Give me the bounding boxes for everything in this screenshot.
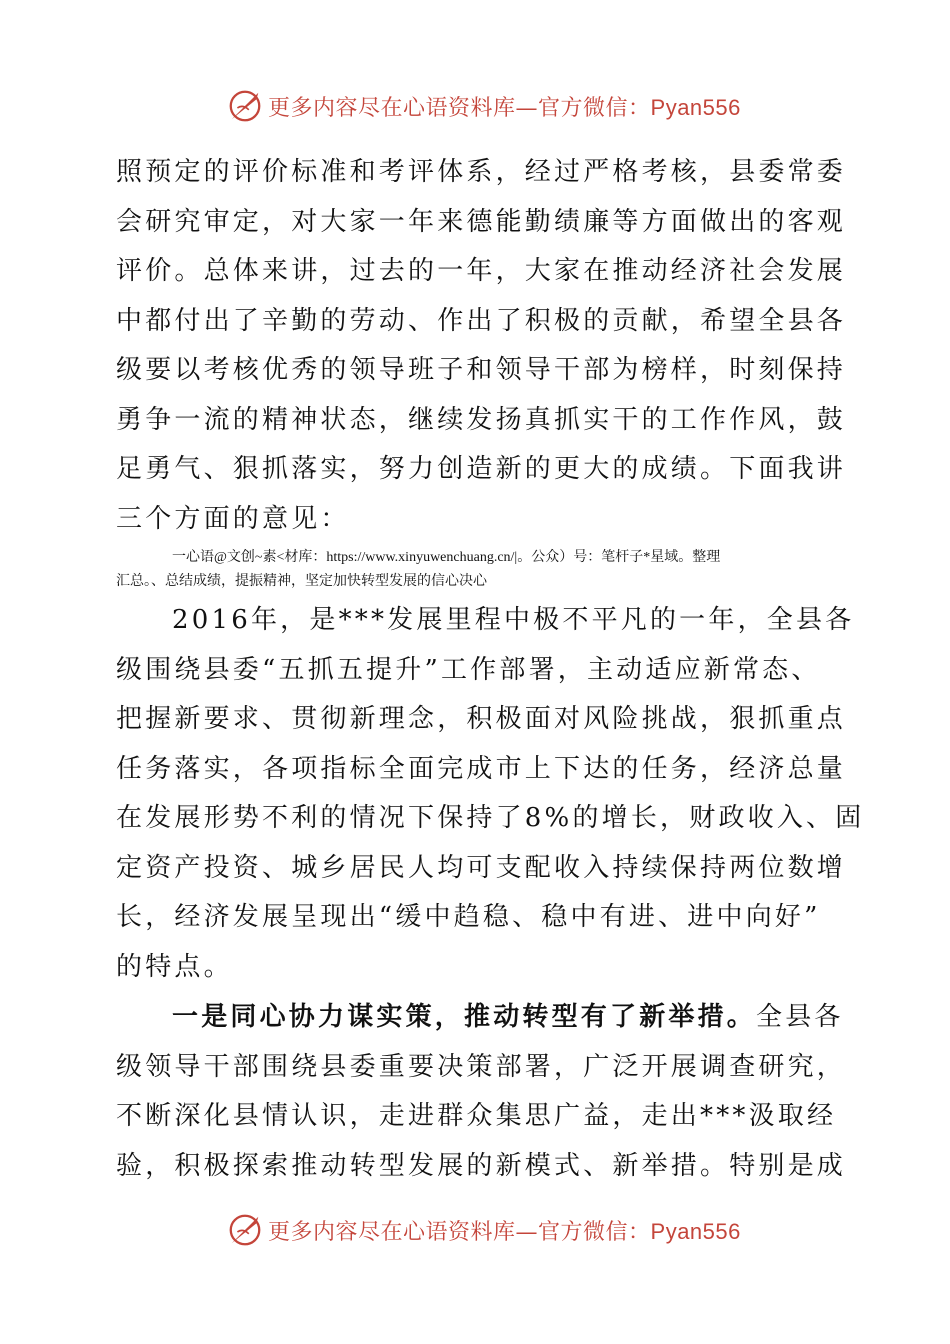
paragraph-line: 任务落实，各项指标全面完成市上下达的任务，经济总量: [116, 753, 847, 784]
pen-logo-icon: [226, 1211, 264, 1249]
paragraph-line: 级要以考核优秀的领导班子和领导干部为榜样，时刻保持: [116, 355, 847, 385]
wechat-id: Pyan556: [650, 1218, 741, 1244]
paragraph-line: 三个方面的意见：: [116, 503, 350, 534]
paragraph-line: 级围绕县委“五抓五提升”工作部署，主动适应新常态、: [116, 654, 821, 685]
paragraph-line: 会研究审定，对大家一年来德能勤绩廉等方面做出的客观: [116, 206, 847, 237]
paragraph-line: 不断深化县情认识，走进群众集思广益，走出***汲取经: [116, 1101, 837, 1131]
paragraph-2: [116, 596, 865, 992]
footer-banner: [0, 1210, 950, 1250]
paragraph-1: [116, 148, 847, 544]
paragraph-line: 验，积极探索推动转型发展的新模式、新举措。特别是成: [116, 1150, 847, 1181]
paragraph-line: 勇争一流的精神状态，继续发扬真抓实干的工作作风，鼓: [116, 404, 847, 435]
paragraph-3: [116, 993, 847, 1191]
bold-lead: 一是同心协力谋实策，推动转型有了新举措。: [172, 1002, 757, 1032]
header-banner: [0, 86, 950, 126]
paragraph-line: 评价。总体来讲，过去的一年，大家在推动经济社会发展: [116, 256, 847, 286]
note-line: 汇总。、总结成绩，提振精神，坚定加快转型发展的信心决心: [116, 574, 487, 589]
paragraph-line: 级领导干部围绕县委重要决策部署，广泛开展调查研究，: [116, 1051, 847, 1082]
watermark-note: [116, 546, 840, 594]
paragraph-line: 长，经济发展呈现出“缓中趋稳、稳中有进、进中向好”: [116, 902, 821, 932]
lead-line-rest: 全县各: [756, 1002, 844, 1032]
paragraph-line: 中都付出了辛勤的劳动、作出了积极的贡献，希望全县各: [116, 305, 847, 336]
paragraph-line: 在发展形势不利的情况下保持了8%的增长，财政收入、固: [116, 803, 865, 833]
footer-banner-text: 更多内容尽在心语资料库—官方微信：Pyan556: [268, 1218, 741, 1245]
paragraph-line: 足勇气、狠抓落实，努力创造新的更大的成绩。下面我讲: [116, 454, 847, 484]
header-banner-text: 更多内容尽在心语资料库—官方微信：Pyan556: [268, 94, 741, 121]
paragraph-line: 2016年，是***发展里程中极不平凡的一年，全县各: [172, 605, 855, 635]
wechat-id: Pyan556: [650, 94, 741, 120]
paragraph-line: 定资产投资、城乡居民人均可支配收入持续保持两位数增: [116, 852, 847, 883]
note-line: 一心语@文创~素<材库：https://www.xinyuwenchuang.cn/|。公众）号：笔杆子*星域。整理: [172, 550, 721, 565]
pen-logo-icon: [226, 87, 264, 125]
paragraph-line: 照预定的评价标准和考评体系，经过严格考核，县委常委: [116, 157, 847, 187]
paragraph-line: 把握新要求、贯彻新理念，积极面对风险挑战，狠抓重点: [116, 704, 847, 734]
paragraph-line: [116, 993, 844, 1043]
paragraph-line: 的特点。: [116, 951, 233, 982]
